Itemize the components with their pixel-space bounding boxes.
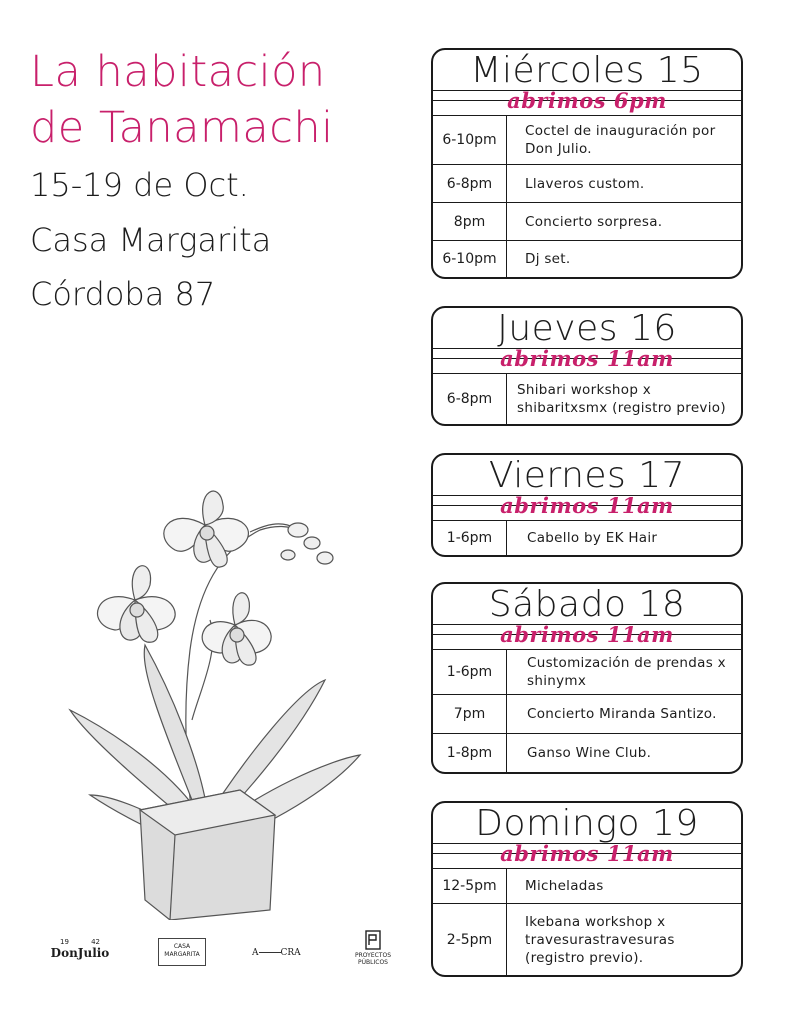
event-activity: Customización de prendas x shinymx [527,655,726,689]
event-activity: Ganso Wine Club. [527,745,652,761]
schedule-row [433,869,741,903]
event-time: 1-6pm [433,521,507,555]
opening-time: abrimos 11am [433,844,741,869]
day-card-viernes [431,453,743,557]
acra-left: A [252,948,259,958]
acra-logo [252,948,301,958]
proyectos-icon [365,930,381,950]
day-title: Viernes 17 [433,455,741,496]
day-title: Jueves 16 [433,308,741,349]
title-line-1: La habitación [30,47,326,97]
proyectos-line-2: PÚBLICOS [358,959,388,966]
title-line-2: de Tanamachi [30,103,334,153]
event-dates: 15-19 de Oct. [30,166,249,204]
event-time: 1-6pm [433,650,507,694]
event-activity: Ikebana workshop x travesurastravesuras (registro previo). [525,913,675,966]
schedule-row [433,164,741,202]
day-card-domingo [431,801,743,977]
event-activity: Concierto sorpresa. [525,213,663,230]
event-time: 2-5pm [433,904,507,975]
casa-line-1: CASA [173,943,191,950]
casa-margarita-logo [158,938,206,966]
orchid-illustration [50,470,390,920]
schedule-row [433,202,741,240]
day-card-sabado [431,582,743,774]
day-title: Sábado 18 [433,584,741,625]
event-time: 7pm [433,695,507,733]
proyectos-publicos-logo [348,930,398,966]
event-address: Córdoba 87 [30,275,216,313]
day-card-miercoles [431,48,743,279]
event-time: 6-10pm [433,241,507,277]
opening-time: abrimos 6pm [433,91,741,116]
opening-time: abrimos 11am [433,496,741,521]
schedule-row [433,374,741,424]
event-activity: Shibari workshop x shibaritxsmx (registro previo) [517,382,726,416]
day-card-jueves [431,306,743,426]
donjulio-year-right: 42 [91,938,100,946]
event-activity: Dj set. [525,251,571,267]
event-activity: Llaveros custom. [525,175,645,192]
schedule-row [433,521,741,555]
event-time: 6-8pm [433,165,507,202]
event-activity: Micheladas [525,878,604,894]
event-time: 12-5pm [433,869,507,903]
event-time: 1-8pm [433,734,507,772]
donjulio-year-left: 19 [60,938,69,946]
opening-time: abrimos 11am [433,625,741,650]
schedule-row [433,240,741,277]
event-time: 6-10pm [433,116,507,164]
opening-time: abrimos 11am [433,349,741,374]
day-title: Miércoles 15 [433,50,741,91]
schedule-row [433,733,741,772]
event-venue: Casa Margarita [30,221,272,259]
donjulio-name: DonJulio [50,946,110,960]
day-title: Domingo 19 [433,803,741,844]
event-time: 6-8pm [433,374,507,424]
acra-right: CRA [280,948,301,958]
proyectos-line-1: PROYECTOS [354,952,392,959]
event-time: 8pm [433,203,507,240]
casa-line-2: MARGARITA [164,951,200,958]
schedule-row [433,694,741,733]
donjulio-logo [48,938,112,960]
event-activity: Coctel de inauguración por Don Julio. [525,123,716,157]
schedule-row [433,903,741,975]
event-activity: Cabello by EK Hair [527,530,658,546]
schedule-row [433,116,741,164]
schedule-row [433,650,741,694]
event-activity: Concierto Miranda Santizo. [527,706,717,722]
